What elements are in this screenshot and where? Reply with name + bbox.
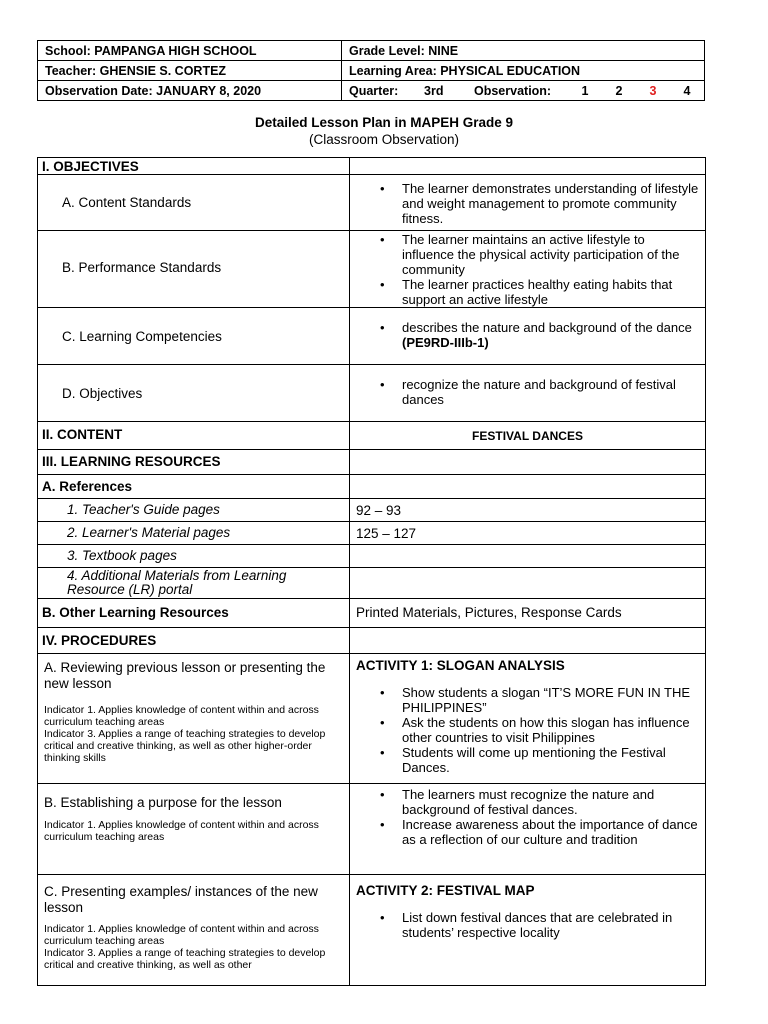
objectives-label: D. Objectives (62, 385, 143, 401)
textbook-label: 3. Textbook pages (67, 548, 177, 563)
activity-2-title: ACTIVITY 2: FESTIVAL MAP (356, 883, 535, 898)
observation-option: 2 (615, 83, 623, 98)
list-item: • The learners must recognize the nature and background of festival dances. (380, 787, 699, 817)
content-standards-list (350, 175, 705, 226)
references-heading: A. References (42, 479, 133, 494)
school-cell: School: PAMPANGA HIGH SCHOOL (38, 41, 342, 61)
content-value: FESTIVAL DANCES (472, 429, 583, 443)
other-resources-heading: B. Other Learning Resources (42, 605, 229, 620)
learners-material-label: 2. Learner's Material pages (67, 525, 231, 540)
performance-standards-label: B. Performance Standards (62, 260, 222, 275)
objectives-list (350, 365, 705, 407)
list-item (380, 320, 699, 350)
additional-materials-label: 4. Additional Materials from Learning Resource (LR) portal (67, 568, 287, 597)
quarter-observation-cell (342, 81, 705, 101)
observation-option: 1 (581, 83, 589, 98)
performance-standards-list (350, 231, 705, 307)
competency-code: (PE9RD-IIIb-1) (402, 335, 489, 350)
procedure-c-list (350, 898, 705, 940)
competency-text: describes the nature and background of the dance (402, 320, 692, 335)
list-item: • Ask the students on how this slogan has influence other countries to visit Philippines (380, 715, 699, 745)
objectives-heading-cell (38, 158, 350, 175)
procedure-c-title: C. Presenting examples/ instances of the new lesson (44, 884, 318, 915)
content-standards-label: A. Content Standards (62, 195, 192, 210)
procedure-c-indicators: Indicator 1. Applies knowledge of content within and across curriculum teaching areas Indicator 3. Applies a range of teaching strategies to develop critical and creative thinking, as well as other (44, 923, 326, 971)
list-item: • Show students a slogan “IT’S MORE FUN IN THE PHILIPPINES” (380, 685, 699, 715)
learning-competencies-label: C. Learning Competencies (62, 328, 222, 344)
other-resources-value: Printed Materials, Pictures, Response Cards (356, 605, 622, 620)
procedures-heading: IV. PROCEDURES (42, 633, 157, 648)
list-item: • The learner demonstrates understanding of lifestyle and weight management to promote community fitness. (380, 181, 699, 226)
observation-date-cell: Observation Date: JANUARY 8, 2020 (38, 81, 342, 101)
teacher-cell: Teacher: GHENSIE S. CORTEZ (38, 61, 342, 81)
teachers-guide-label: 1. Teacher's Guide pages (67, 502, 220, 517)
learning-area-cell: Learning Area: PHYSICAL EDUCATION (342, 61, 705, 81)
observation-label: Observation: (474, 83, 552, 98)
observation-option: 4 (683, 83, 691, 98)
procedure-b-title: B. Establishing a purpose for the lesson (44, 795, 282, 810)
list-item: • List down festival dances that are celebrated in students’ respective locality (380, 910, 699, 940)
quarter-value: 3rd (424, 83, 444, 98)
observation-option-selected: 3 (649, 83, 657, 98)
teachers-guide-value: 92 – 93 (356, 503, 402, 518)
header-info-table (37, 40, 705, 101)
quarter-label: Quarter: (349, 83, 399, 98)
textbook-value (350, 545, 705, 549)
list-item: • recognize the nature and background of festival dances (380, 377, 699, 407)
list-item: • Students will come up mentioning the Festival Dances. (380, 745, 699, 775)
procedure-b-list (350, 784, 705, 847)
document-title: Detailed Lesson Plan in MAPEH Grade 9 (254, 115, 514, 130)
lesson-plan-table (37, 157, 706, 986)
activity-1-title: ACTIVITY 1: SLOGAN ANALYSIS (356, 658, 565, 673)
content-heading: II. CONTENT (42, 427, 123, 442)
additional-materials-value (350, 568, 705, 572)
grade-level-cell: Grade Level: NINE (342, 41, 705, 61)
list-item: • The learner practices healthy eating habits that support an active lifestyle (380, 277, 699, 307)
procedure-a-title: A. Reviewing previous lesson or presenting the new lesson (44, 660, 326, 691)
procedure-a-list (350, 673, 705, 775)
learning-competencies-list (350, 308, 705, 350)
list-item: • Increase awareness about the importance of dance as a reflection of our culture and tradition (380, 817, 699, 847)
learning-resources-heading: III. LEARNING RESOURCES (42, 454, 221, 469)
list-item: • The learner maintains an active lifestyle to influence the physical activity participation of the community (380, 232, 699, 277)
learners-material-value: 125 – 127 (356, 526, 417, 541)
procedure-a-indicators: Indicator 1. Applies knowledge of content within and across curriculum teaching areas Indicator 3. Applies a range of teaching strategies to develop critical and creative thinking, as well as other higher-order thinking skills (44, 704, 326, 764)
section-heading: I. OBJECTIVES (42, 159, 139, 174)
document-subtitle: (Classroom Observation) (308, 132, 460, 147)
procedure-b-indicators: Indicator 1. Applies knowledge of content within and across curriculum teaching areas (44, 819, 319, 843)
